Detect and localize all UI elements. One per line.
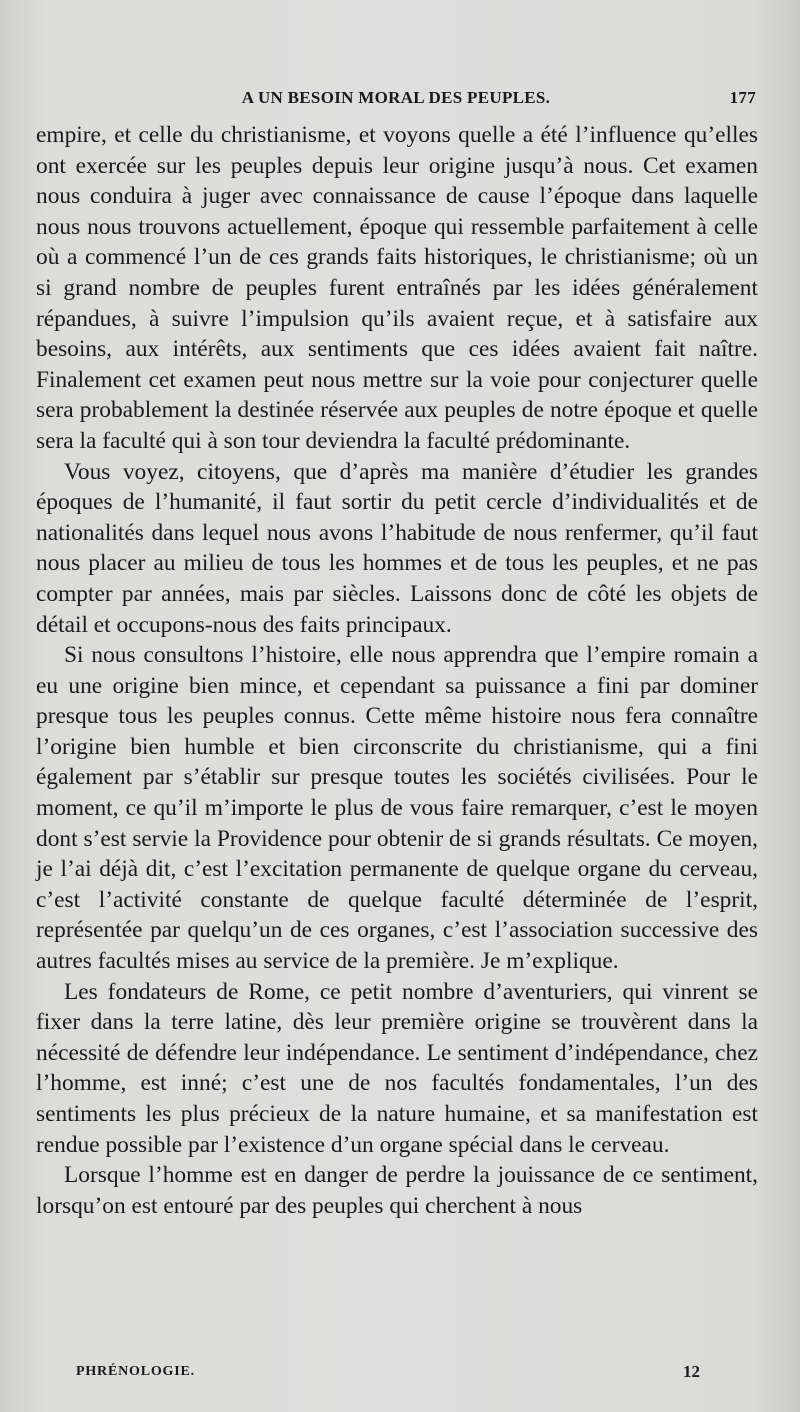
page-header bbox=[36, 88, 756, 114]
signature-mark: PHRÉNOLOGIE. bbox=[76, 1364, 195, 1379]
paragraph: Lorsque l’homme est en danger de perdre la jouissance de ce sentiment, lorsqu’on est entouré par des peuples qui cherchent à nous bbox=[36, 1162, 758, 1219]
paragraph: empire, et celle du christianisme, et voyons quelle a été l’influence qu’elles ont exercée sur les peuples depuis leur origine jusqu’à nous. Cet examen nous conduira à juger avec connaissance de cause l’époque dans laquelle nous nous trouvons actuellement, époque qui ressemble parfaitement à celle où a commencé l’un de ces grands faits historiques, le christianisme; où un si grand nombre de peuples furent entraînés par les idées généralement répandues, à suivre l’impulsion qu’ils avaient reçue, et à satisfaire aux besoins, aux intérêts, aux sentiments que ces idées avaient fait naître. Finalement cet examen peut nous mettre sur la voie pour conjecturer quelle sera probablement la destinée réservée aux peuples de notre époque et quelle sera la faculté qui à son tour deviendra la faculté prédominante. bbox=[36, 122, 758, 454]
running-title: A UN BESOIN MORAL DES PEUPLES. bbox=[241, 88, 551, 107]
page-number: 177 bbox=[729, 88, 756, 107]
body-text bbox=[36, 120, 758, 1221]
paragraph: Vous voyez, citoyens, que d’après ma manière d’étudier les grandes époques de l’humanité, il faut sortir du petit cercle d’individualités et de nationalités dans lequel nous avons l’habitude de nous renfermer, qu’il faut nous placer au milieu de tous les hommes et de tous les peuples, et ne pas compter par années, mais par siècles. Laissons donc de côté les objets de détail et occupons-nous des faits principaux. bbox=[36, 458, 758, 638]
paragraph: Les fondateurs de Rome, ce petit nombre d’aventuriers, qui vinrent se fixer dans la terre latine, dès leur première origine se trouvèrent dans la nécessité de défendre leur indépendance. Le sentiment d’indépendance, chez l’homme, est inné; c’est une de nos facultés fondamentales, l’un des sentiments les plus précieux de la nature humaine, et sa manifestation est rendue possible par l’existence d’un organe spécial dans le cerveau. bbox=[36, 978, 758, 1158]
page-footer bbox=[76, 1364, 700, 1386]
signature-number: 12 bbox=[683, 1362, 700, 1381]
paragraph: Si nous consultons l’histoire, elle nous apprendra que l’empire romain a eu une origine bien mince, et cependant sa puissance a fini par dominer presque tous les peuples connus. Cette même histoire nous fera connaître l’origine bien humble et bien circonscrite du christianisme, qui a fini également par s’établir sur presque toutes les sociétés civilisées. Pour le moment, ce qu’il m’importe le plus de vous faire remarquer, c’est le moyen dont s’est servie la Providence pour obtenir de si grands résultats. Ce moyen, je l’ai déjà dit, c’est l’excitation permanente de quelque organe du cerveau, c’est l’activité constante de quelque faculté déterminée de l’esprit, représentée par quelqu’un de ces organes, c’est l’association successive des autres facultés mises au service de la première. Je m’explique. bbox=[36, 642, 758, 975]
